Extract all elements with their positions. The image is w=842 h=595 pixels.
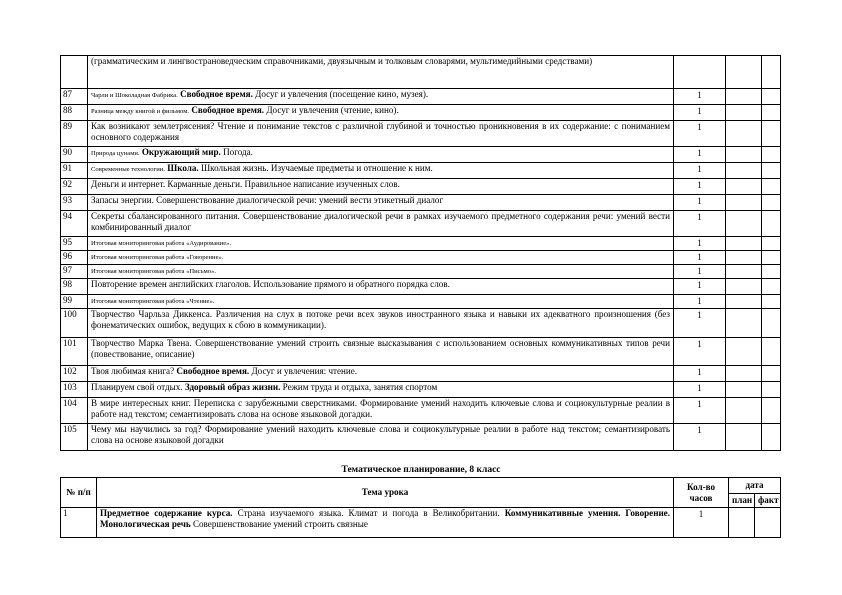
table-row <box>61 265 781 279</box>
row-topic <box>88 398 674 424</box>
row-topic <box>88 251 674 265</box>
row-number: 96 <box>61 251 88 265</box>
topic-text: Деньги и интернет. Карманные деньги. Правильное написание изученных слов. <box>91 179 400 189</box>
row-plan <box>726 309 762 338</box>
row-hours: 1 <box>674 382 726 398</box>
row-number: 103 <box>61 382 88 398</box>
lesson-rows <box>61 56 781 451</box>
topic-text: Погода. <box>223 147 253 157</box>
row-hours: 1 <box>674 147 726 163</box>
row-hours: 1 <box>674 338 726 366</box>
topic-lead: Итоговая мониторинговая работа «Аудирование». <box>91 240 232 247</box>
row-plan <box>726 195 762 211</box>
topic-bold: Здоровый образ жизни. <box>184 382 281 392</box>
table-row <box>61 121 781 147</box>
lesson-table-7 <box>60 55 781 451</box>
header-date: дата <box>729 478 781 494</box>
row-plan <box>726 105 762 121</box>
row-topic <box>88 105 674 121</box>
row-plan <box>729 508 755 538</box>
row-fact <box>762 237 781 251</box>
row-fact <box>762 424 781 451</box>
row-topic <box>88 338 674 366</box>
header-plan: план <box>729 494 755 508</box>
row-plan <box>726 179 762 195</box>
row-topic <box>88 309 674 338</box>
topic-lead: Природа цунами. <box>91 150 140 157</box>
topic-lead: Разница между книгой и фильмом. <box>91 108 190 115</box>
table-row <box>61 105 781 121</box>
topic-lead: Планируем свой отдых. <box>91 382 183 392</box>
topic-bold: Коммуникативные умения. Говорение. Монологическая речь <box>100 508 670 529</box>
row-topic <box>88 179 674 195</box>
topic-text: Секреты сбалансированного питания. Совершенствование диалогической речи в рамках изучаемого предметного содержания речи: умений вести комбинированный диалог <box>91 211 670 232</box>
row-number: 98 <box>61 279 88 295</box>
table-row <box>61 251 781 265</box>
row-topic <box>88 265 674 279</box>
row-topic <box>97 508 674 538</box>
table-row <box>61 195 781 211</box>
row-fact <box>762 121 781 147</box>
row-fact <box>762 89 781 105</box>
row-hours: 1 <box>674 211 726 237</box>
lesson-table-8 <box>60 477 781 538</box>
row-topic <box>88 195 674 211</box>
row-topic <box>88 56 674 89</box>
row-hours: 1 <box>674 366 726 382</box>
row-hours: 1 <box>674 265 726 279</box>
row-hours: 1 <box>674 398 726 424</box>
topic-bold: Предметное содержание курса. <box>100 508 233 518</box>
row-fact <box>762 56 781 89</box>
row-number: 104 <box>61 398 88 424</box>
row-fact <box>755 508 781 538</box>
table-row <box>61 309 781 338</box>
row-hours: 1 <box>674 105 726 121</box>
topic-lead: Итоговая мониторинговая работа «Говорение». <box>91 254 224 261</box>
row-number: 95 <box>61 237 88 251</box>
header-fact: факт <box>755 494 781 508</box>
row-hours: 1 <box>674 251 726 265</box>
table-row <box>61 338 781 366</box>
row-topic <box>88 295 674 309</box>
table-row <box>61 211 781 237</box>
row-number: 100 <box>61 309 88 338</box>
row-hours: 1 <box>674 279 726 295</box>
row-plan <box>726 366 762 382</box>
row-fact <box>762 366 781 382</box>
topic-text: Творчество Чарльза Диккенса. Различения на слух в потоке речи всех звуков иностранного языка и навыки их адекватного произношения (без фонематических ошибок, ведущих к сбою в коммуникации). <box>91 309 670 330</box>
header-hours: Кол-во часов <box>674 478 729 508</box>
row-plan <box>726 398 762 424</box>
topic-text: Творчество Марка Твена. Совершенствование умений строить связные высказывания с использованием основных коммуникативных типов речи (повествование, описание) <box>91 338 670 359</box>
row-plan <box>726 89 762 105</box>
table-row <box>61 163 781 179</box>
table-row <box>61 382 781 398</box>
row-number: 89 <box>61 121 88 147</box>
row-plan <box>726 121 762 147</box>
row-fact <box>762 279 781 295</box>
row-plan <box>726 237 762 251</box>
topic-lead: Современные технологии. <box>91 166 165 173</box>
row-fact <box>762 295 781 309</box>
topic-text: Школьная жизнь. Изучаемые предметы и отношение к ним. <box>200 163 433 173</box>
topic-text: Досуг и увлечения: чтение. <box>251 366 358 376</box>
row-number: 91 <box>61 163 88 179</box>
row-hours <box>674 56 726 89</box>
row-topic <box>88 89 674 105</box>
topic-lead: Итоговая мониторинговая работа «Письмо». <box>91 268 217 275</box>
row-number: 87 <box>61 89 88 105</box>
row-hours: 1 <box>674 237 726 251</box>
topic-text: (грамматическим и лингвострановедческим справочниками, двуязычным и толковым словарями, мультимедийными средствами) <box>91 56 593 66</box>
topic-text: Совершенствование умений строить связные <box>192 519 368 529</box>
row-hours: 1 <box>674 295 726 309</box>
table-row <box>61 56 781 89</box>
row-plan <box>726 265 762 279</box>
topic-text: Повторение времен английских глаголов. Использование прямого и обратного порядка слов. <box>91 279 450 289</box>
topic-bold: Свободное время. <box>176 366 250 376</box>
row-hours: 1 <box>674 121 726 147</box>
row-fact <box>762 179 781 195</box>
row-number: 105 <box>61 424 88 451</box>
topic-lead: Чарли и Шоколадная Фабрика. <box>91 92 178 99</box>
row-fact <box>762 309 781 338</box>
topic-text: Запасы энергии. Совершенствование диалогической речи: умений вести этикетный диалог <box>91 195 444 205</box>
row-number: 92 <box>61 179 88 195</box>
topic-lead: Итоговая мониторинговая работа «Чтение». <box>91 298 215 305</box>
row-fact <box>762 105 781 121</box>
row-topic <box>88 366 674 382</box>
row-plan <box>726 338 762 366</box>
row-plan <box>726 56 762 89</box>
row-number: 102 <box>61 366 88 382</box>
row-plan <box>726 382 762 398</box>
row-plan <box>726 211 762 237</box>
table-row <box>61 398 781 424</box>
row-topic <box>88 121 674 147</box>
row-fact <box>762 147 781 163</box>
table-row <box>61 279 781 295</box>
topic-text: Страна изучаемого языка. Климат и погода в Великобритании. <box>237 508 500 518</box>
topic-text: В мире интересных книг. Переписка с зарубежными сверстниками. Формирование умений находить ключевые слова и социокультурные реалии в работе над текстом; семантизировать слова на основе языковой догадки. <box>91 398 670 419</box>
topic-text: Как возникают землетрясения? Чтение и понимание текстов с различной глубиной и точностью проникновения в их содержание: с пониманием основного содержания <box>91 121 670 142</box>
section-title: Тематическое планирование, 8 класс <box>341 465 501 475</box>
header-topic: Тема урока <box>97 478 674 508</box>
row-number: 97 <box>61 265 88 279</box>
row-topic <box>88 279 674 295</box>
topic-bold: Школа. <box>167 163 199 173</box>
row-topic <box>88 211 674 237</box>
row-hours: 1 <box>674 309 726 338</box>
row-plan <box>726 279 762 295</box>
table-row <box>61 89 781 105</box>
row-plan <box>726 424 762 451</box>
topic-text: Досуг и увлечения (посещение кино, музея). <box>255 89 429 99</box>
row-fact <box>762 163 781 179</box>
row-plan <box>726 163 762 179</box>
row-topic <box>88 147 674 163</box>
row-fact <box>762 338 781 366</box>
row-fact <box>762 382 781 398</box>
table-row <box>61 179 781 195</box>
topic-bold: Свободное время. <box>180 89 253 99</box>
table-row <box>61 295 781 309</box>
table-row <box>61 366 781 382</box>
row-number <box>61 56 88 89</box>
row-topic <box>88 382 674 398</box>
row-hours: 1 <box>674 424 726 451</box>
table-row <box>61 147 781 163</box>
row-hours: 1 <box>674 89 726 105</box>
row-topic <box>88 163 674 179</box>
row-fact <box>762 398 781 424</box>
row-plan <box>726 295 762 309</box>
header-num: № п/п <box>61 478 97 508</box>
topic-text: Режим труда и отдыха, занятия спортом <box>282 382 438 392</box>
row-fact <box>762 265 781 279</box>
row-plan <box>726 251 762 265</box>
row-plan <box>726 147 762 163</box>
table-row <box>61 237 781 251</box>
topic-bold: Свободное время. <box>191 105 265 115</box>
row-hours: 1 <box>674 179 726 195</box>
topic-text: Досуг и увлечения (чтение, кино). <box>266 105 399 115</box>
topic-lead: Твоя любимая книга? <box>91 366 175 376</box>
row-number: 88 <box>61 105 88 121</box>
row-hours: 1 <box>674 195 726 211</box>
row-topic <box>88 237 674 251</box>
row-number: 90 <box>61 147 88 163</box>
row-fact <box>762 251 781 265</box>
row-fact <box>762 195 781 211</box>
row-number: 94 <box>61 211 88 237</box>
row-number: 93 <box>61 195 88 211</box>
row-hours: 1 <box>674 508 729 538</box>
topic-bold: Окружающий мир. <box>141 147 221 157</box>
row-number: 101 <box>61 338 88 366</box>
table-row <box>61 508 781 538</box>
row-number: 99 <box>61 295 88 309</box>
row-topic <box>88 424 674 451</box>
row-number: 1 <box>61 508 97 538</box>
row-fact <box>762 211 781 237</box>
table-row <box>61 424 781 451</box>
row-hours: 1 <box>674 163 726 179</box>
topic-text: Чему мы научились за год? Формирование умений находить ключевые слова и социокультурные реалии в работе над текстом; семантизировать слова на основе языковой догадки <box>91 424 670 445</box>
